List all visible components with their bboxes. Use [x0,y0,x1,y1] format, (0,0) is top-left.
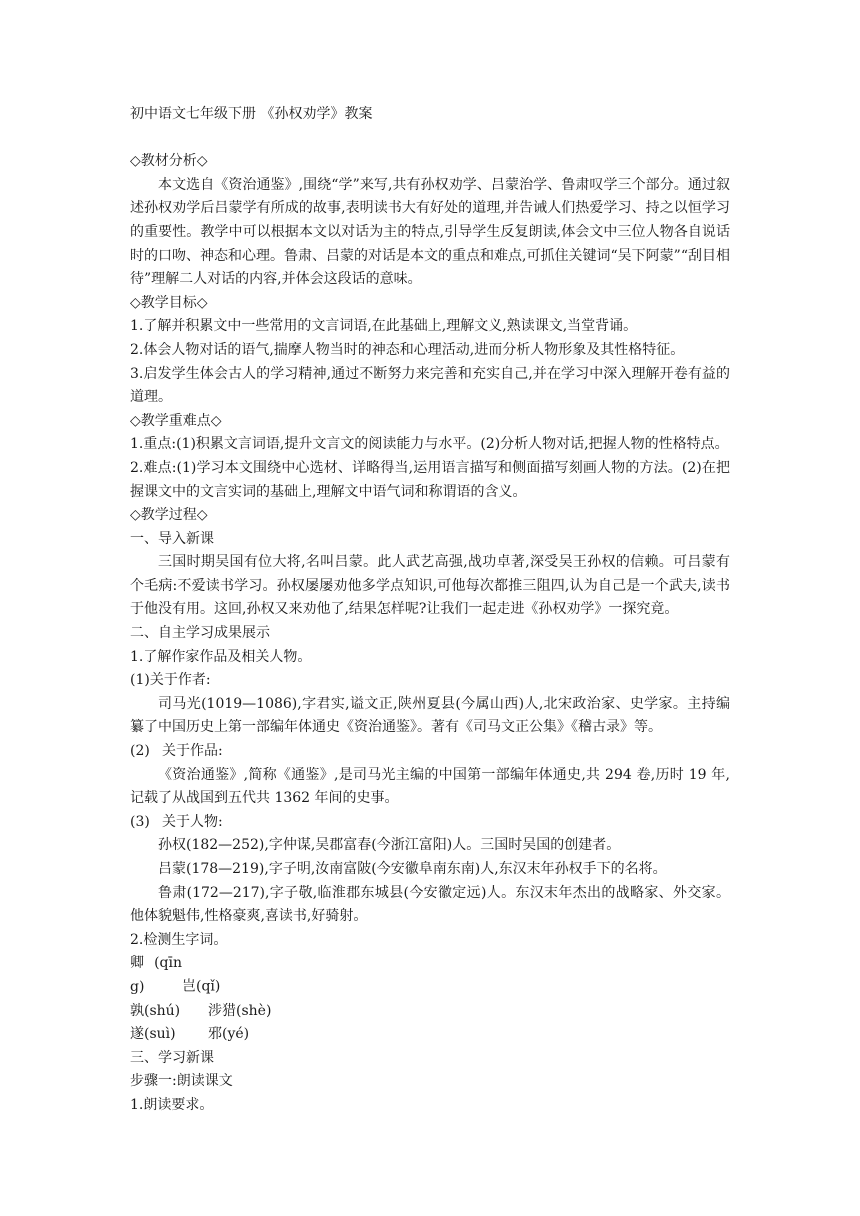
list-item-reading-requirements: 1.朗读要求。 [130,1096,214,1113]
paragraph-person-lu-su: 鲁肃(172—217),字子敬,临淮郡东城县(今安徽定远)人。东汉末年杰出的战略家、外交家。他体貌魁伟,性格豪爽,喜读书,好骑射。 [130,884,730,925]
vocab-row [130,1023,730,1047]
goal-item-1: 1.了解并积累文中一些常用的文言词语,在此基础上,理解文义,熟读课文,当堂背诵。 [130,318,638,335]
vocab-word: 邪(yé) [208,1026,250,1043]
vocab-word: 岂(qǐ) [182,978,221,995]
vocab-word: 涉猎(shè) [208,1002,272,1019]
sub-item-about-work [130,740,730,764]
vocab-word: 孰(shú) [130,1002,181,1019]
vocab-word: 卿(qīng) [130,955,182,995]
sub-item-number: (3) [130,813,150,830]
paragraph-work: 《资治通鉴》,简称《通鉴》,是司马光主编的中国第一部编年体通史,共 294 卷,历时 19 年,记载了从战国到五代共 1362 年间的史事。 [130,766,730,807]
sub-item-label: 关于作品: [162,743,223,760]
paragraph-textbook-analysis: 本文选自《资治通鉴》,围绕“学”来写,共有孙权劝学、吕蒙治学、鲁肃叹学三个部分。通过叙述孙权劝学后吕蒙学有所成的故事,表明读书大有好处的道理,并告诫人们热爱学习、持之以恒学习的重要性。教学中可以根据本文以对话为主的特点,引导学生反复朗读,体会文中三位人物各自说话时的口吻、神态和心理。鲁肃、吕蒙的对话是本文的重点和难点,可抓住关键词“吴下阿蒙”“刮目相待”理解二人对话的内容,并体会这段话的意味。 [130,176,730,288]
vocab-row [130,952,730,999]
vocab-word: 遂(suì) [130,1026,176,1043]
document-body [130,103,730,1118]
section-heading-teaching-process: ◇教学过程◇ [130,507,208,524]
key-point-item-2: 2.难点:(1)学习本文围绕中心选材、详略得当,运用语言描写和侧面描写刻画人物的方法。(2)在把握课文中的文言实词的基础上,理解文中语气词和称谓语的含义。 [130,459,730,500]
paragraph-person-lu-meng: 吕蒙(178—219),字子明,汝南富陂(今安徽阜南东南)人,东汉末年孙权手下的名将。 [158,861,667,877]
section-heading-textbook-analysis: ◇教材分析◇ [130,153,208,170]
document-title: 初中语文七年级下册 《孙权劝学》教案 [130,106,373,122]
list-item-author-works: 1.了解作家作品及相关人物。 [130,648,312,665]
sub-item-about-author: (1)关于作者: [130,672,211,689]
sub-item-label: 关于人物: [162,813,223,830]
key-point-item-1: 1.重点:(1)积累文言词语,提升文言文的阅读能力与水平。(2)分析人物对话,把握人物的性格特点。 [130,436,729,453]
goal-item-2: 2.体会人物对话的语气,揣摩人物当时的神态和心理活动,进而分析人物形象及其性格特征。 [130,341,685,358]
section-heading-key-points: ◇教学重难点◇ [130,412,222,429]
paragraph-person-sun-quan: 孙权(182—252),字仲谋,吴郡富春(今浙江富阳)人。三国时吴国的创建者。 [158,837,621,854]
sub-item-number: (2) [130,743,150,760]
paragraph-author: 司马光(1019—1086),字君实,谥文正,陕州夏县(今属山西)人,北宋政治家、史学家。主持编纂了中国历史上第一部编年体通史《资治通鉴》。著有《司马文正公集》《稽古录》等。 [130,695,730,736]
sub-item-about-persons [130,811,730,835]
part-heading-new-lesson: 三、学习新课 [130,1049,214,1066]
section-heading-teaching-goals: ◇教学目标◇ [130,294,208,311]
goal-item-3: 3.启发学生体会古人的学习精神,通过不断努力来完善和充实自己,并在学习中深入理解开卷有益的道理。 [130,365,730,406]
part-heading-introduction: 一、导入新课 [130,530,214,547]
step-heading-reading: 步骤一:朗读课文 [130,1073,233,1090]
paragraph-introduction: 三国时期吴国有位大将,名叫吕蒙。此人武艺高强,战功卓著,深受吴王孙权的信赖。可吕蒙有个毛病:不爱读书学习。孙权屡屡劝他多学点知识,可他每次都推三阻四,认为自己是一个武夫,读书于他没有用。这回,孙权又来劝他了,结果怎样呢?让我们一起走进《孙权劝学》一探究竟。 [130,554,730,618]
list-item-vocabulary-check: 2.检测生字词。 [130,931,228,948]
vocab-row [130,1000,730,1024]
part-heading-self-study: 二、自主学习成果展示 [130,625,270,642]
